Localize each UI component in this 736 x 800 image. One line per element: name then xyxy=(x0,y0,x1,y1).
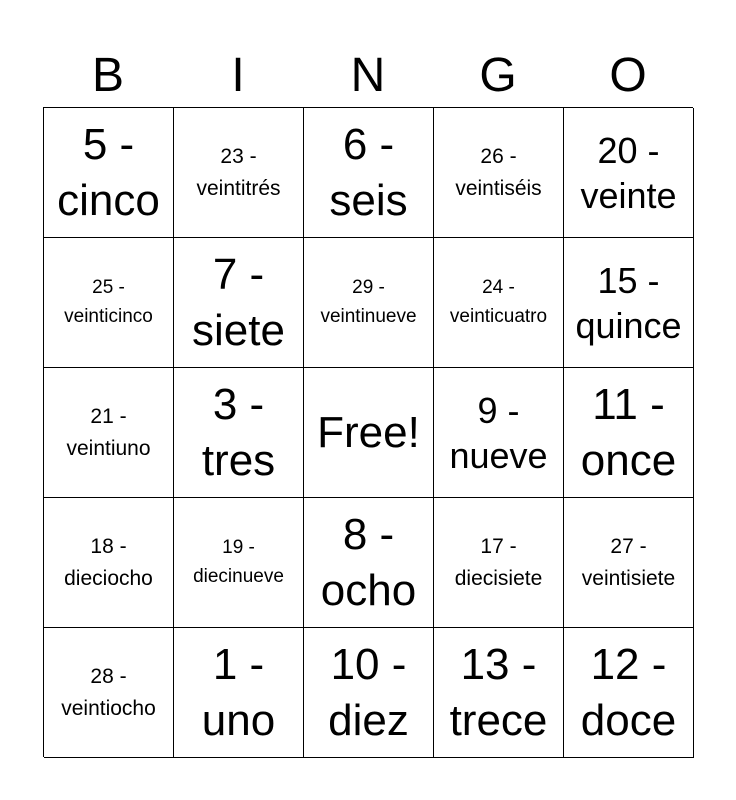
bingo-cell-label: 5 - cinco xyxy=(57,119,160,225)
bingo-cell-n-5[interactable] xyxy=(304,628,434,758)
bingo-cell-g-2[interactable] xyxy=(434,238,564,368)
bingo-cell-o-2[interactable] xyxy=(564,238,694,368)
header-letter-b: B xyxy=(91,49,124,102)
bingo-cell-label: 23 - veintitrés xyxy=(196,145,281,200)
bingo-cell-b-1[interactable] xyxy=(44,108,174,238)
bingo-cell-label: 28 - veintiocho xyxy=(61,665,156,720)
bingo-cell-label: 18 - dieciocho xyxy=(64,535,153,590)
bingo-cell-label: Free! xyxy=(317,407,420,457)
bingo-cell-o-4[interactable] xyxy=(564,498,694,628)
bingo-cell-i-1[interactable] xyxy=(174,108,304,238)
bingo-cell-label: 7 - siete xyxy=(192,249,285,355)
bingo-cell-g-5[interactable] xyxy=(434,628,564,758)
bingo-cell-g-1[interactable] xyxy=(434,108,564,238)
free-space-cell[interactable] xyxy=(304,368,434,498)
bingo-header xyxy=(43,48,693,104)
bingo-cell-b-4[interactable] xyxy=(44,498,174,628)
bingo-cell-o-3[interactable] xyxy=(564,368,694,498)
bingo-cell-label: 25 - veinticinco xyxy=(64,277,153,327)
bingo-cell-label: 8 - ocho xyxy=(320,509,417,615)
bingo-cell-label: 9 - nueve xyxy=(449,389,548,476)
bingo-cell-label: 21 - veintiuno xyxy=(66,405,151,460)
bingo-cell-label: 12 - doce xyxy=(580,639,677,745)
bingo-cell-label: 20 - veinte xyxy=(580,129,677,216)
bingo-cell-i-4[interactable] xyxy=(174,498,304,628)
header-letter-i: I xyxy=(231,49,245,102)
bingo-cell-g-3[interactable] xyxy=(434,368,564,498)
header-letter-g: G xyxy=(479,49,517,102)
bingo-cell-b-3[interactable] xyxy=(44,368,174,498)
bingo-cell-b-2[interactable] xyxy=(44,238,174,368)
bingo-cell-label: 13 - trece xyxy=(449,639,548,745)
bingo-cell-o-5[interactable] xyxy=(564,628,694,758)
bingo-cell-label: 3 - tres xyxy=(201,379,276,485)
bingo-cell-label: 29 - veintinueve xyxy=(320,277,417,327)
bingo-cell-n-2[interactable] xyxy=(304,238,434,368)
bingo-cell-label: 6 - seis xyxy=(329,119,408,225)
bingo-cell-b-5[interactable] xyxy=(44,628,174,758)
bingo-cell-n-1[interactable] xyxy=(304,108,434,238)
bingo-cell-label: 24 - veinticuatro xyxy=(449,277,548,327)
bingo-card-grid xyxy=(43,107,693,757)
bingo-cell-i-2[interactable] xyxy=(174,238,304,368)
header-letter-o: O xyxy=(609,49,647,102)
bingo-cell-o-1[interactable] xyxy=(564,108,694,238)
bingo-cell-label: 17 - diecisiete xyxy=(454,535,543,590)
bingo-cell-label: 11 - once xyxy=(580,379,677,485)
bingo-cell-label: 27 - veintisiete xyxy=(581,535,676,590)
bingo-cell-i-3[interactable] xyxy=(174,368,304,498)
bingo-cell-label: 19 - diecinueve xyxy=(193,537,284,587)
bingo-cell-g-4[interactable] xyxy=(434,498,564,628)
header-letter-n: N xyxy=(350,49,386,102)
bingo-cell-label: 26 - veintiséis xyxy=(455,145,542,200)
bingo-cell-label: 1 - uno xyxy=(201,639,276,745)
bingo-cell-label: 15 - quince xyxy=(575,259,682,346)
bingo-cell-label: 10 - diez xyxy=(328,639,409,745)
bingo-cell-i-5[interactable] xyxy=(174,628,304,758)
bingo-cell-n-4[interactable] xyxy=(304,498,434,628)
